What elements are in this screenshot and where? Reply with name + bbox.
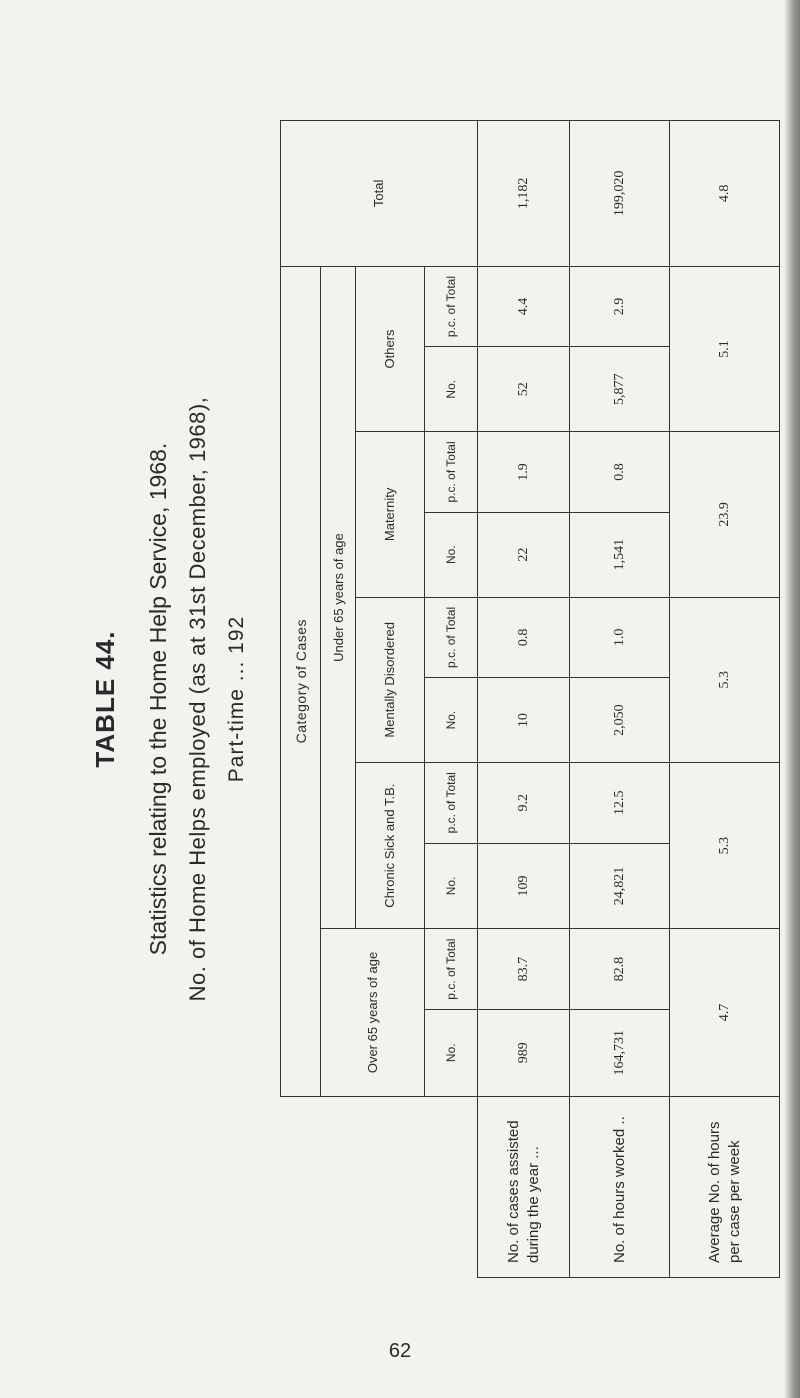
cell-maternity-no: 22 <box>478 512 570 597</box>
col-no: No. <box>425 512 478 597</box>
part-time-count: Part-time ... 192 <box>225 615 248 783</box>
col-pct: p.c. of Total <box>425 929 478 1010</box>
cell-mental-pct: 1.0 <box>570 597 670 678</box>
cell-mental-avg: 5.3 <box>670 597 780 762</box>
cell-maternity-pct: 1.9 <box>478 432 570 513</box>
row-label: No. of hours worked .. <box>570 1096 670 1277</box>
col-pct: p.c. of Total <box>425 432 478 513</box>
table-row-hours <box>570 121 670 1278</box>
table-title: Statistics relating to the Home Help Service, 1968. <box>145 442 171 956</box>
cell-mental-pct: 0.8 <box>478 597 570 678</box>
table-subtitle: No. of Home Helps employed (as at 31st December, 1968), <box>185 396 210 1002</box>
table-label: TABLE 44. <box>90 630 120 768</box>
total-heading: Total <box>281 121 478 267</box>
cell-over65-avg: 4.7 <box>670 929 780 1096</box>
category-heading: Category of Cases <box>281 266 321 1096</box>
cell-others-pct: 2.9 <box>570 266 670 347</box>
cell-maternity-avg: 23.9 <box>670 432 780 597</box>
maternity-heading: Maternity <box>356 432 425 597</box>
col-no: No. <box>425 678 478 763</box>
cell-chronic-avg: 5.3 <box>670 762 780 928</box>
col-no: No. <box>425 843 478 929</box>
cell-mental-no: 2,050 <box>570 678 670 763</box>
corner-cell <box>281 1096 478 1277</box>
over65-heading: Over 65 years of age <box>321 929 425 1096</box>
chronic-heading: Chronic Sick and T.B. <box>356 762 425 928</box>
cell-chronic-no: 24,821 <box>570 843 670 929</box>
under65-heading: Under 65 years of age <box>321 266 356 929</box>
header-row-category <box>281 121 321 1278</box>
cell-others-no: 52 <box>478 347 570 432</box>
cell-chronic-pct: 12.5 <box>570 762 670 843</box>
cell-chronic-pct: 9.2 <box>478 762 570 843</box>
row-label: No. of cases assisted during the year ... <box>478 1096 570 1277</box>
table-row-cases <box>478 121 570 1278</box>
cell-maternity-no: 1,541 <box>570 512 670 597</box>
cell-total: 199,020 <box>570 121 670 267</box>
cell-mental-no: 10 <box>478 678 570 763</box>
others-heading: Others <box>356 266 425 431</box>
col-pct: p.c. of Total <box>425 597 478 678</box>
col-no: No. <box>425 347 478 432</box>
mental-heading: Mentally Disordered <box>356 597 425 762</box>
cell-others-avg: 5.1 <box>670 266 780 431</box>
cell-over65-no: 164,731 <box>570 1009 670 1096</box>
cell-others-no: 5,877 <box>570 347 670 432</box>
cell-over65-pct: 83.7 <box>478 929 570 1010</box>
cell-others-pct: 4.4 <box>478 266 570 347</box>
cell-maternity-pct: 0.8 <box>570 432 670 513</box>
col-pct: p.c. of Total <box>425 266 478 347</box>
col-no: No. <box>425 1009 478 1096</box>
cell-chronic-no: 109 <box>478 843 570 929</box>
page-number: 62 <box>388 1340 412 1362</box>
home-help-statistics-table <box>280 120 780 1278</box>
row-label: Average No. of hours per case per week <box>670 1096 780 1277</box>
cell-total: 1,182 <box>478 121 570 267</box>
table-row-average <box>670 121 780 1278</box>
cell-over65-pct: 82.8 <box>570 929 670 1010</box>
cell-total-avg: 4.8 <box>670 121 780 267</box>
cell-over65-no: 989 <box>478 1009 570 1096</box>
col-pct: p.c. of Total <box>425 762 478 843</box>
